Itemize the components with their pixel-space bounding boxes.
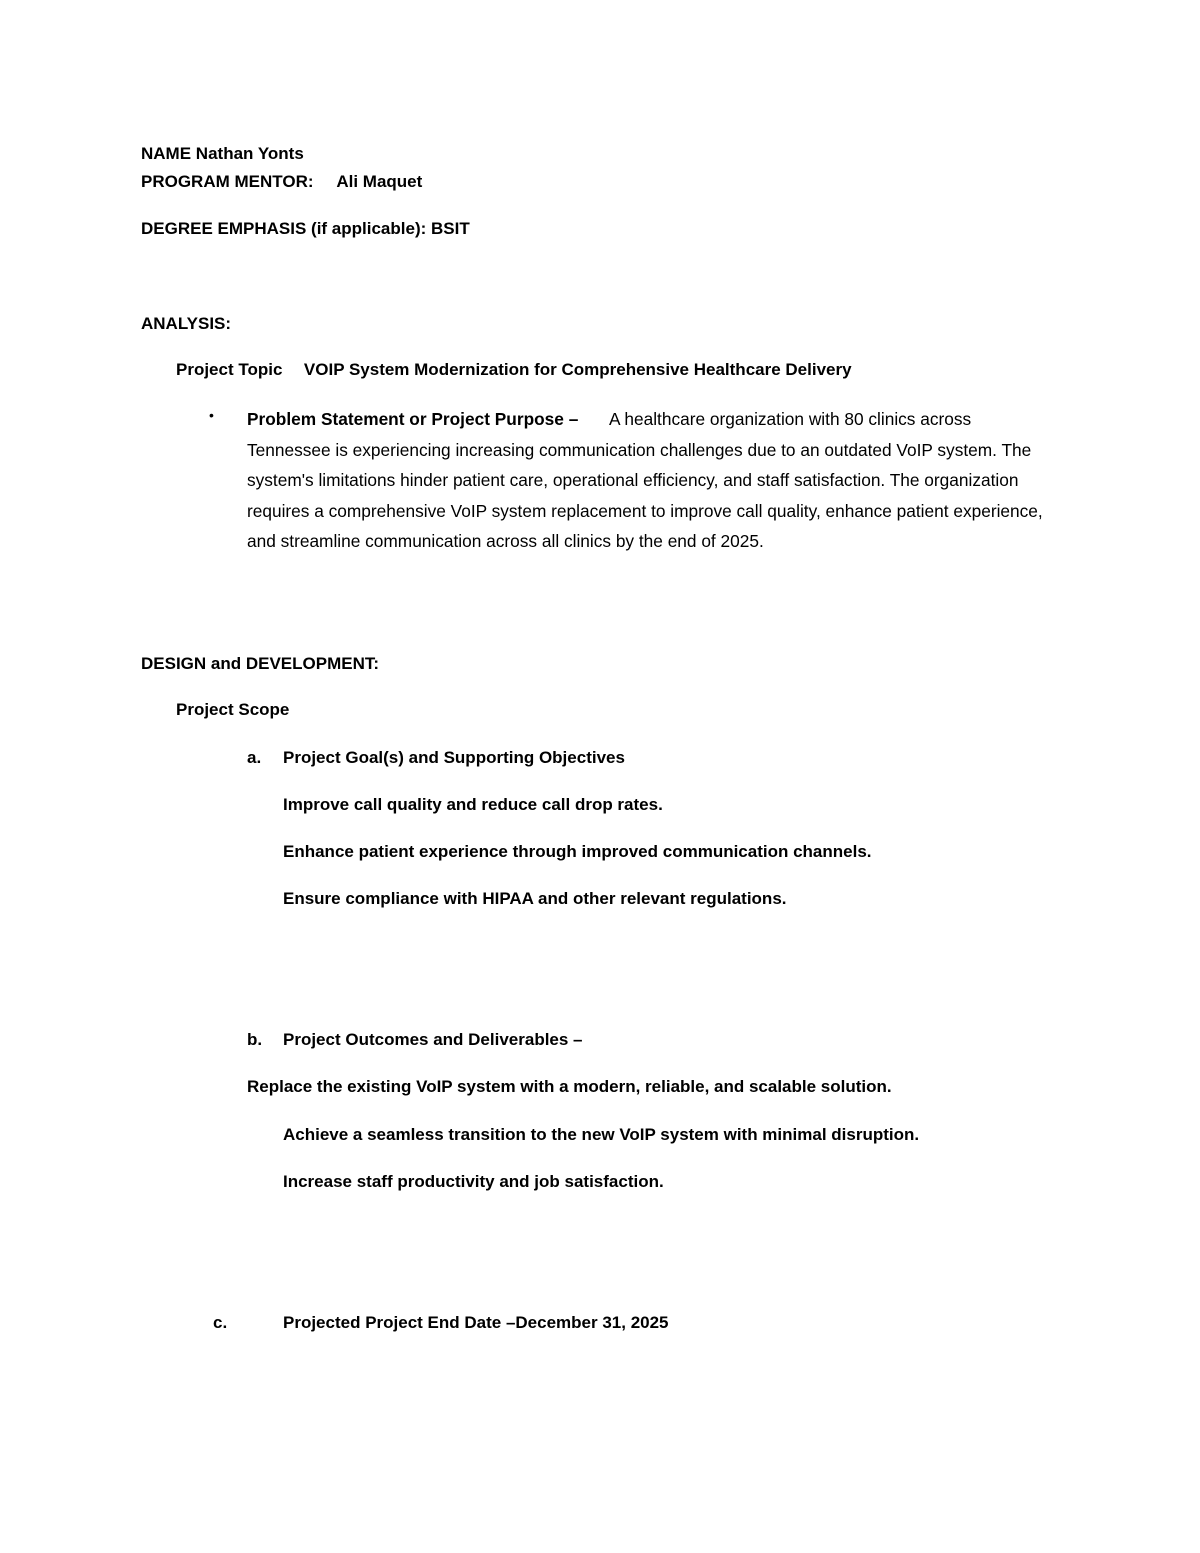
name-line	[141, 145, 304, 162]
mentor-value: Ali Maquet	[336, 172, 423, 191]
name-value: Nathan Yonts	[195, 144, 304, 163]
outcomes-heading: Project Outcomes and Deliverables –	[283, 1030, 583, 1049]
problem-text: A healthcare organization with 80 clinics across Tennessee is experiencing increasing communication challenges due to an outdated VoIP system. The system's limitations hinder patient care, operational efficiency, and staff satisfaction. The organization requires a comprehensive VoIP system replacement to improve call quality, enhance patient experience, and streamline communication across all clinics by the end of 2025.	[247, 409, 1043, 552]
project-scope-label: Project Scope	[176, 700, 290, 719]
goal-item: Improve call quality and reduce call drop rates.	[283, 795, 663, 814]
mentor-label: PROGRAM MENTOR:	[141, 172, 314, 191]
outcome-item: Achieve a seamless transition to the new VoIP system with minimal disruption.	[283, 1125, 920, 1144]
goals-marker: a.	[247, 748, 262, 767]
bullet-icon: •	[209, 407, 214, 423]
mentor-line	[141, 173, 422, 190]
outcome-item: Increase staff productivity and job satisfaction.	[283, 1172, 664, 1191]
problem-label: Problem Statement or Project Purpose –	[247, 409, 579, 429]
outcome-item: Replace the existing VoIP system with a modern, reliable, and scalable solution.	[247, 1077, 892, 1096]
degree-label: DEGREE EMPHASIS (if applicable):	[141, 219, 427, 238]
outcomes-marker: b.	[247, 1030, 263, 1049]
degree-line	[141, 220, 470, 237]
goals-heading: Project Goal(s) and Supporting Objectives	[283, 748, 625, 767]
goal-item: Ensure compliance with HIPAA and other relevant regulations.	[283, 889, 787, 908]
degree-value: BSIT	[431, 219, 470, 238]
end-date-marker: c.	[213, 1313, 228, 1332]
topic-label: Project Topic	[176, 360, 283, 379]
end-date-line: Projected Project End Date –December 31, 2025	[283, 1313, 669, 1332]
problem-statement	[247, 404, 1057, 557]
name-label: NAME	[141, 144, 192, 163]
project-topic-line	[176, 361, 852, 378]
design-heading: DESIGN and DEVELOPMENT:	[141, 654, 380, 673]
goal-item: Enhance patient experience through improved communication channels.	[283, 842, 872, 861]
topic-value: VOIP System Modernization for Comprehensive Healthcare Delivery	[303, 360, 852, 379]
analysis-heading: ANALYSIS:	[141, 314, 232, 333]
